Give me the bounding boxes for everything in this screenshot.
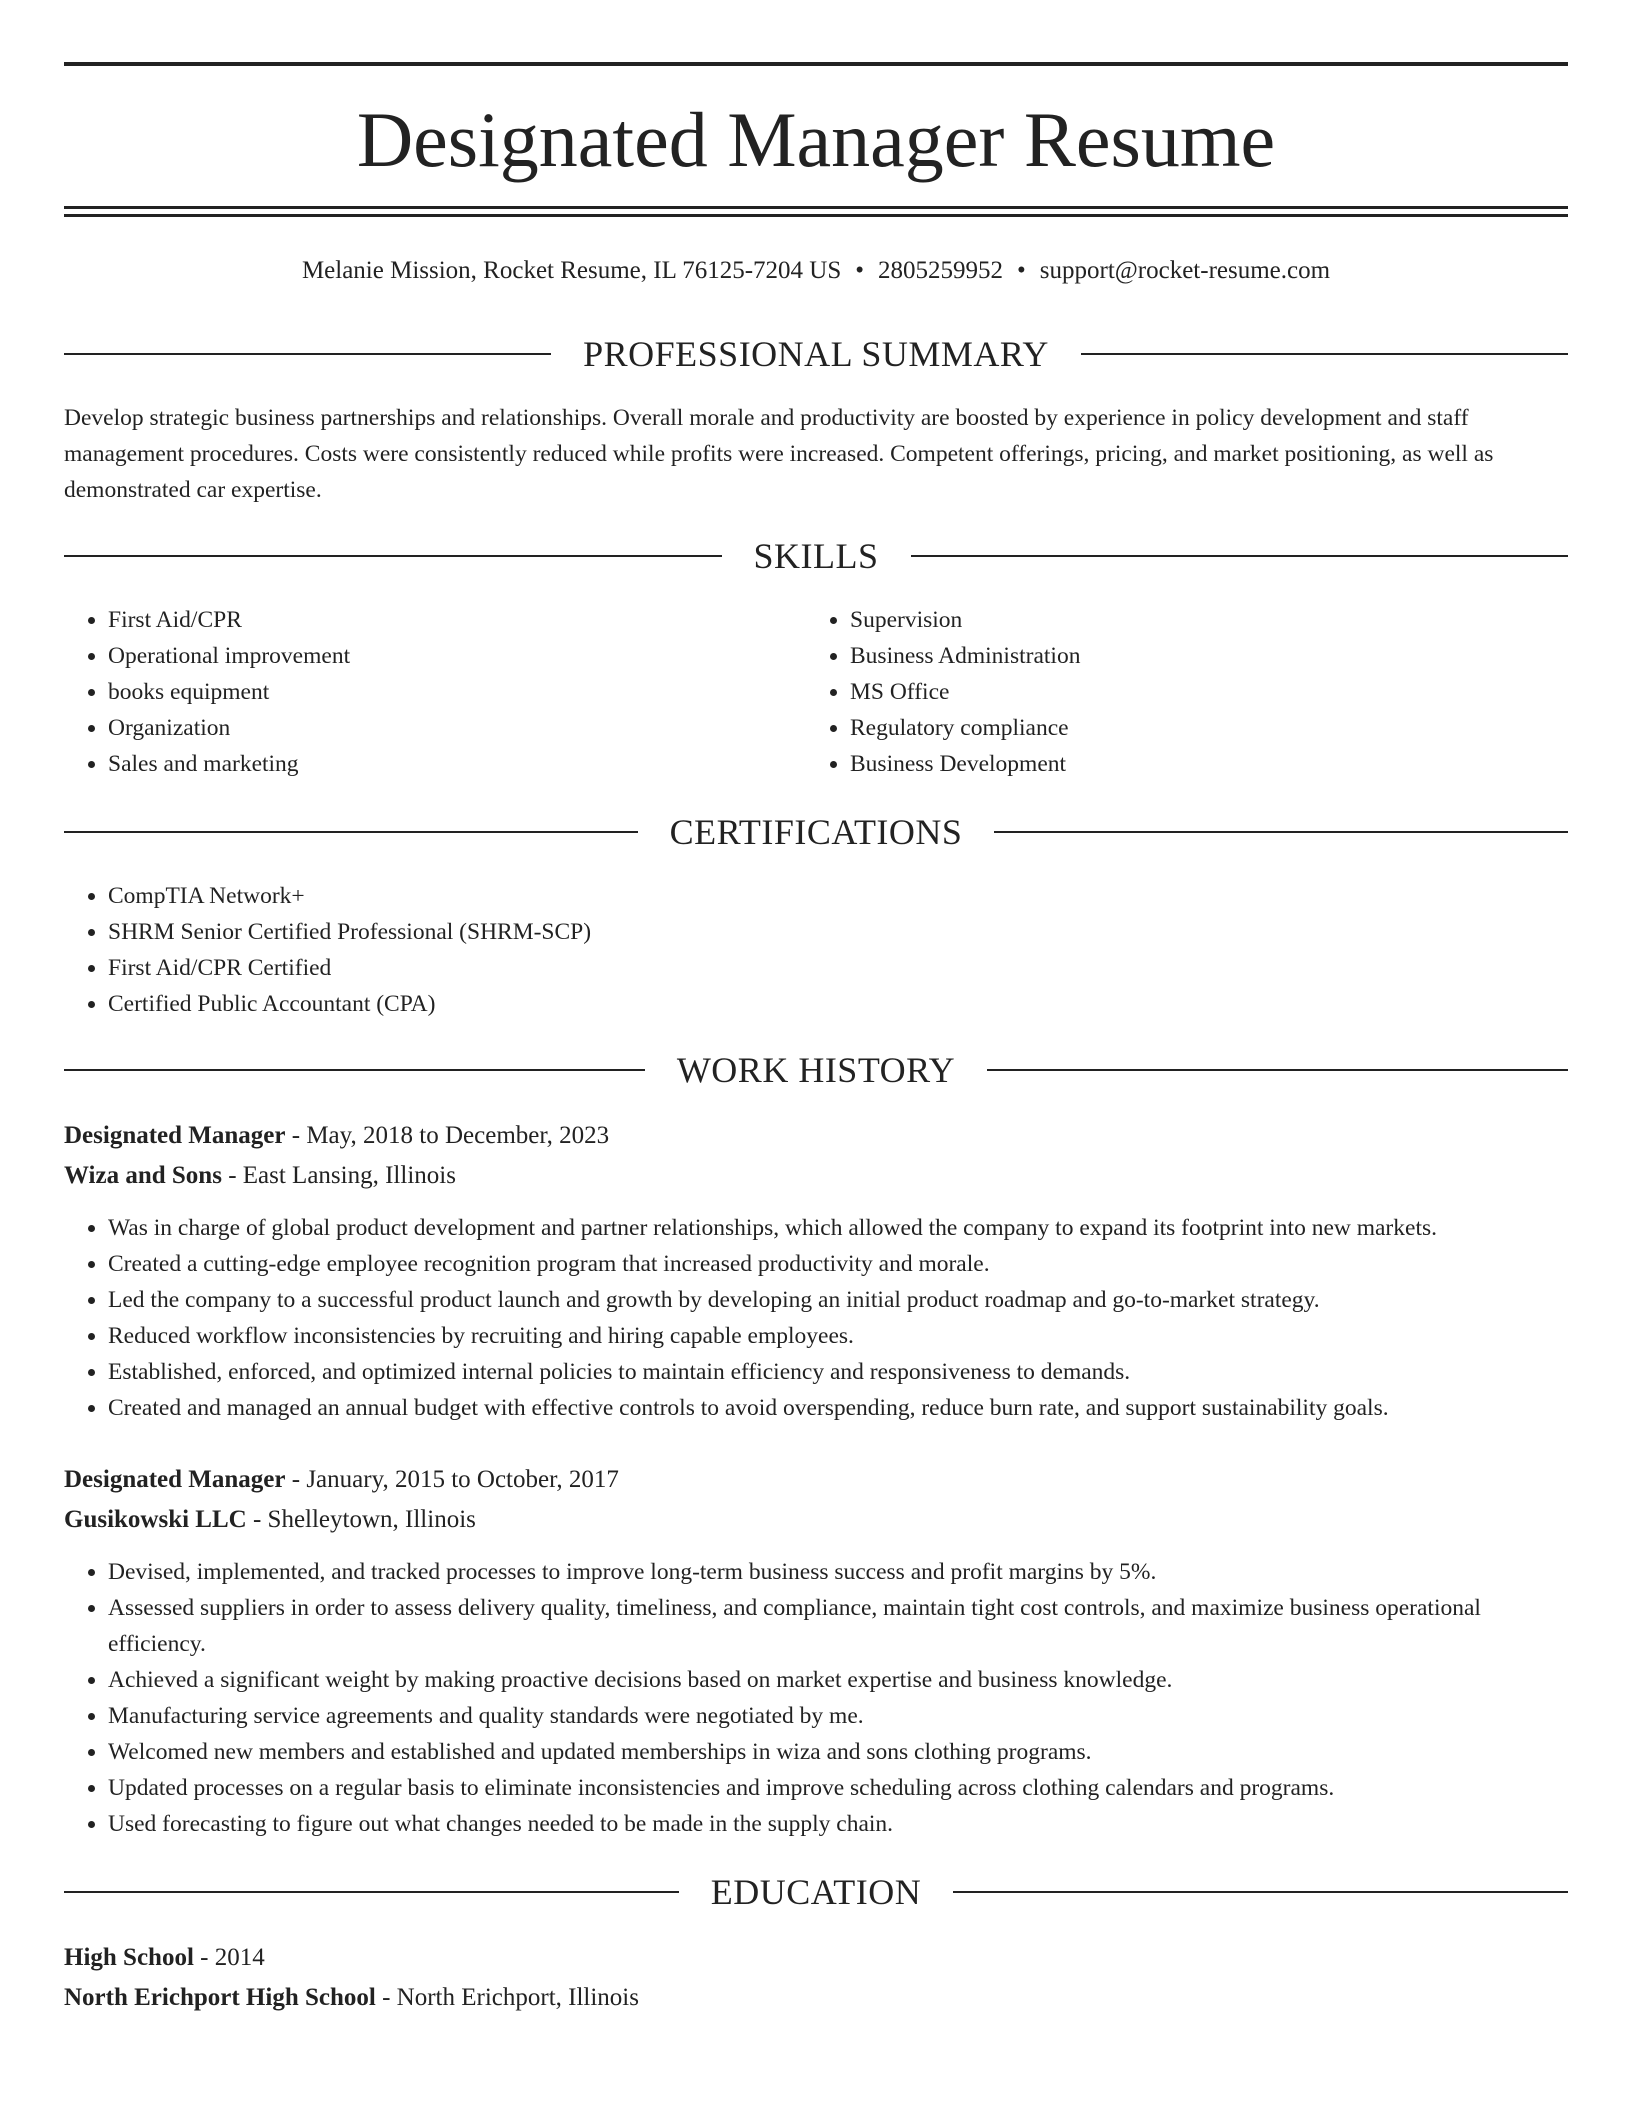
title-rule-lower: [64, 214, 1568, 217]
heading-rule: [987, 1069, 1568, 1071]
certification-item: • CompTIA Network+: [108, 878, 1064, 914]
job-bullets: [64, 1210, 1568, 1426]
job-location: - East Lansing, Illinois: [221, 1162, 456, 1189]
heading-rule: [64, 353, 551, 355]
certification-item: • First Aid/CPR Certified: [108, 950, 1064, 986]
job-company: Wiza and Sons: [64, 1162, 222, 1189]
contact-phone: 2805259952: [878, 257, 1003, 284]
section-title: EDUCATION: [710, 1872, 922, 1912]
skill-item: • Business Development: [850, 746, 1506, 782]
job-company-line: [64, 1156, 1568, 1196]
job-bullet: • Assessed suppliers in order to assess delivery quality, timeliness, and compliance, maintain tight cost controls, and maximize business operational efficiency.: [108, 1590, 1568, 1662]
job-bullet: • Welcomed new members and established and updated memberships in wiza and sons clothing programs.: [108, 1734, 1568, 1770]
section-title: WORK HISTORY: [676, 1050, 956, 1090]
job-title-line: [64, 1116, 1568, 1156]
heading-rule: [64, 1069, 645, 1071]
job-bullet: • Devised, implemented, and tracked processes to improve long-term business success and profit margins by 5%.: [108, 1554, 1568, 1590]
heading-rule: [1081, 353, 1568, 355]
skills-column-right: [806, 602, 1506, 782]
education-degree: High School: [64, 1944, 194, 1971]
heading-rule: [911, 555, 1569, 557]
certifications-list: [64, 878, 1064, 1022]
education-location: - North Erichport, Illinois: [375, 1984, 639, 2011]
education-year: - 2014: [193, 1944, 265, 1971]
job-title: Designated Manager: [64, 1466, 286, 1493]
job-bullets: [64, 1554, 1568, 1842]
section-heading-certifications: [64, 810, 1568, 854]
job-company: Gusikowski LLC: [64, 1506, 247, 1533]
skill-item: • Organization: [108, 710, 764, 746]
heading-rule: [994, 831, 1568, 833]
job-bullet: • Created and managed an annual budget with effective controls to avoid overspending, reduce burn rate, and support sustainability goals.: [108, 1390, 1568, 1426]
certification-item: • Certified Public Accountant (CPA): [108, 986, 1064, 1022]
page-title: Designated Manager Resume: [356, 96, 1276, 183]
job-company-line: [64, 1500, 1568, 1540]
section-heading-skills: [64, 534, 1568, 578]
skill-item: • Supervision: [850, 602, 1506, 638]
skill-item: • MS Office: [850, 674, 1506, 710]
heading-rule: [64, 831, 638, 833]
skill-item: • Business Administration: [850, 638, 1506, 674]
skill-item: • First Aid/CPR: [108, 602, 764, 638]
job-bullet: • Created a cutting-edge employee recognition program that increased productivity and morale.: [108, 1246, 1568, 1282]
job-bullet: • Was in charge of global product development and partner relationships, which allowed the company to expand its footprint into new markets.: [108, 1210, 1568, 1246]
skill-item: • books equipment: [108, 674, 764, 710]
job-dates: - January, 2015 to October, 2017: [285, 1466, 619, 1493]
skill-item: • Regulatory compliance: [850, 710, 1506, 746]
summary-text: Develop strategic business partnerships and relationships. Overall morale and productivity are boosted by experience in policy development and staff management procedures. Costs were consistently reduced while profits were increased. Competent offerings, pricing, and market positioning, as well as demonstrated car expertise.: [64, 405, 1494, 503]
job-bullet: • Led the company to a successful product launch and growth by developing an initial product roadmap and go-to-market strategy.: [108, 1282, 1568, 1318]
job-bullet: • Established, enforced, and optimized internal policies to maintain efficiency and responsiveness to demands.: [108, 1354, 1568, 1390]
job-bullet: • Updated processes on a regular basis to eliminate inconsistencies and improve scheduling across clothing calendars and programs.: [108, 1770, 1568, 1806]
contact-email: support@rocket-resume.com: [1039, 257, 1331, 284]
heading-rule: [64, 1891, 679, 1893]
skills-column-left: [64, 602, 764, 782]
section-title: SKILLS: [753, 536, 879, 576]
job-title: Designated Manager: [64, 1122, 286, 1149]
job-bullet: • Manufacturing service agreements and quality standards were negotiated by me.: [108, 1698, 1568, 1734]
certification-item: • SHRM Senior Certified Professional (SHRM-SCP): [108, 914, 1064, 950]
skill-item: • Sales and marketing: [108, 746, 764, 782]
contact-line: [64, 254, 1568, 288]
job-bullet: • Used forecasting to figure out what changes needed to be made in the supply chain.: [108, 1806, 1568, 1842]
section-heading-summary: [64, 332, 1568, 376]
job-bullet: • Achieved a significant weight by making proactive decisions based on market expertise and business knowledge.: [108, 1662, 1568, 1698]
heading-rule: [953, 1891, 1568, 1893]
skill-item: • Operational improvement: [108, 638, 764, 674]
job-bullet: • Reduced workflow inconsistencies by recruiting and hiring capable employees.: [108, 1318, 1568, 1354]
job-dates: - May, 2018 to December, 2023: [285, 1122, 610, 1149]
contact-separator: •: [855, 257, 864, 284]
education-school-line: [64, 1978, 1568, 2018]
job-title-line: [64, 1460, 1568, 1500]
section-heading-education: [64, 1870, 1568, 1914]
section-heading-work: [64, 1048, 1568, 1092]
education-school: North Erichport High School: [64, 1984, 376, 2011]
contact-separator: •: [1017, 257, 1026, 284]
title-rule-upper: [64, 206, 1568, 209]
section-title: CERTIFICATIONS: [669, 812, 963, 852]
contact-address: Melanie Mission, Rocket Resume, IL 76125-7204 US: [301, 257, 842, 284]
section-title: PROFESSIONAL SUMMARY: [583, 334, 1049, 374]
job-location: - Shelleytown, Illinois: [246, 1506, 476, 1533]
heading-rule: [64, 555, 722, 557]
education-degree-line: [64, 1938, 1568, 1978]
top-rule: [64, 62, 1568, 66]
